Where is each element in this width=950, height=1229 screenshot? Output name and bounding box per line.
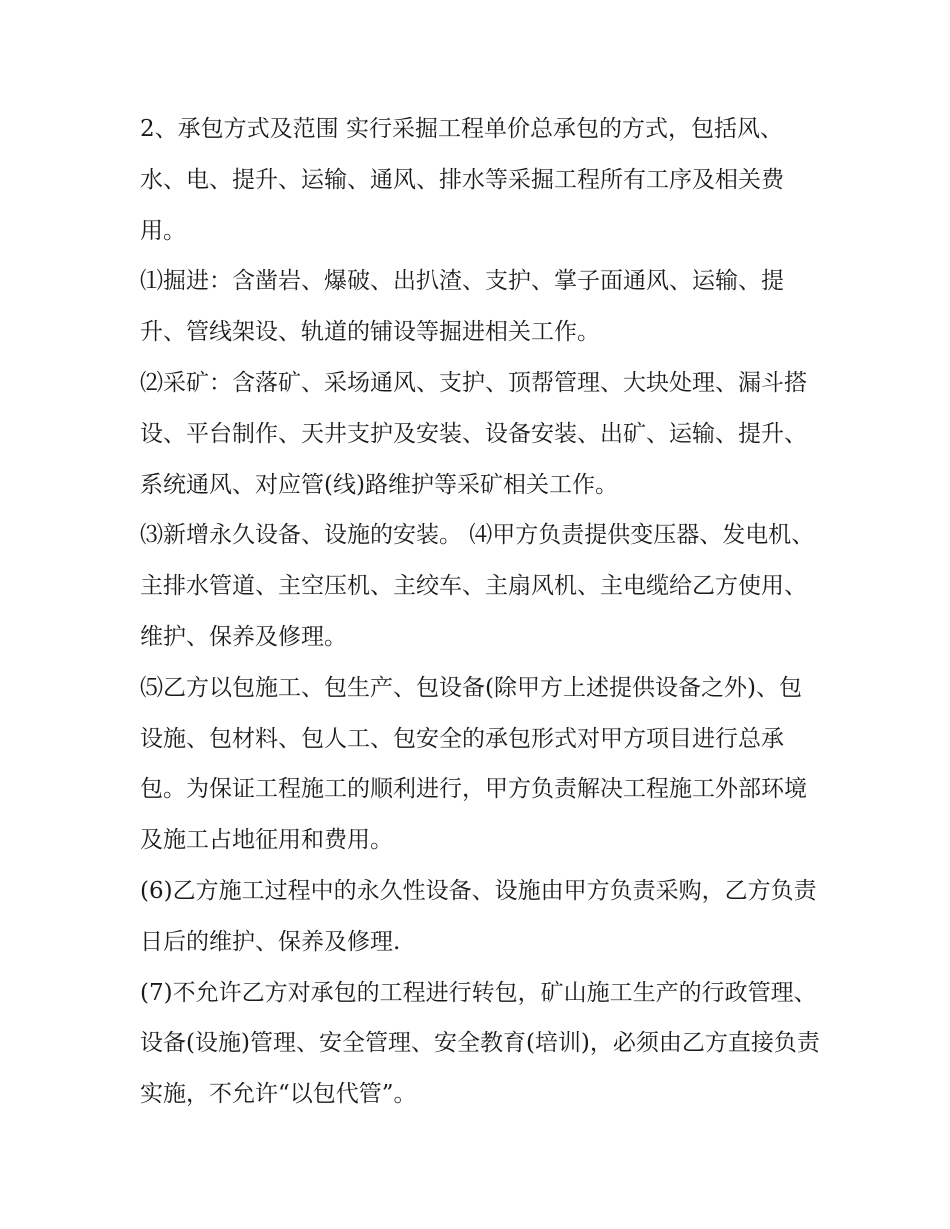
paragraph-permanent-equipment: (6)乙方施工过程中的永久性设备、设施由甲方负责采购，乙方负责日后的维护、保养及修理. (140, 877, 817, 955)
paragraph-excavation: ⑴掘进：含凿岩、爆破、出扒渣、支护、掌子面通风、运输、提升、管线架设、轨道的铺设等掘进相关工作。 (140, 268, 784, 346)
paragraph-mining: ⑵采矿：含落矿、采场通风、支护、顶帮管理、大块处理、漏斗搭设、平台制作、天井支护及安装、设备安装、出矿、运输、提升、系统通风、对应管(线)路维护等采矿相关工作。 (140, 369, 807, 498)
paragraph-contract-scope: 2、承包方式及范围 实行采掘工程单价总承包的方式，包括风、水、电、提升、运输、通风、排水等采掘工程所有工序及相关费用。 (140, 116, 784, 244)
paragraph-no-subcontracting: (7)不允许乙方对承包的工程进行转包，矿山施工生产的行政管理、设备(设施)管理、安全管理、安全教育(培训)，必须由乙方直接负责实施，不允许“以包代管”。 (140, 979, 820, 1108)
paragraph-general-contracting: ⑸乙方以包施工、包生产、包设备(除甲方上述提供设备之外)、包设施、包材料、包人工、包安全的承包形式对甲方项目进行总承包。为保证工程施工的顺利进行，甲方负责解决工程施工外部环境及施工占地征用和费用。 (140, 674, 807, 854)
paragraph-equipment-installation: ⑶新增永久设备、设施的安装。 ⑷甲方负责提供变压器、发电机、主排水管道、主空压机、主绞车、主扇风机、主电缆给乙方使用、维护、保养及修理。 (140, 522, 815, 650)
document-body (140, 104, 820, 1120)
